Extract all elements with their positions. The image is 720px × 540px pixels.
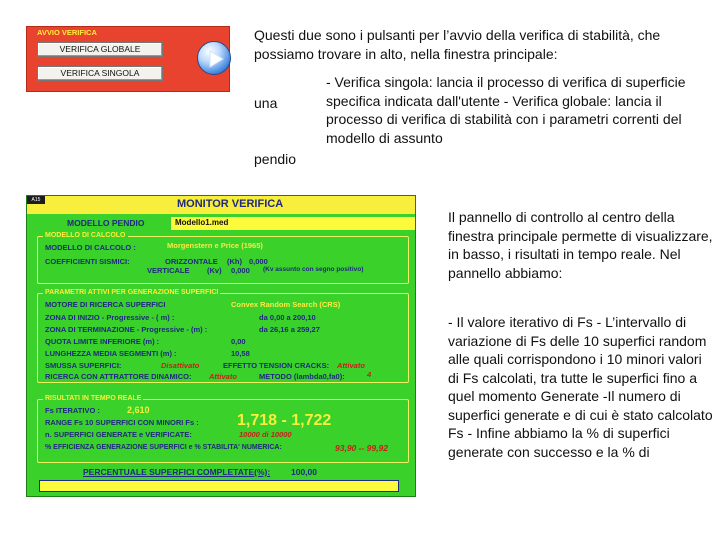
verticale-value: 0,000	[231, 266, 250, 275]
fs-iterativo-value: 2,610	[127, 405, 150, 415]
tension-cracks-value: Attivato	[337, 361, 365, 370]
verifica-globale-button[interactable]: VERIFICA GLOBALE	[37, 42, 163, 57]
modello-pendio-label: MODELLO PENDIO	[67, 218, 145, 228]
metodo-label: METODO (lambda0,fa0):	[259, 372, 345, 381]
verifica-singola-button[interactable]: VERIFICA SINGOLA	[37, 66, 163, 81]
monitor-feature-list: - Il valore iterativo di Fs - L’intervallo di variazione di Fs delle 10 superfici random alle quali corrispondono i 10 minori valori di Fs calcolati, tra tutte le superfici fino a quel momento Generate -Il numero di superfici generate e di cui è stato calcolato Fs - Infine abbiamo la % di superfici generate con successo e la % di	[448, 314, 713, 460]
parametri-section-title: PARAMETRI ATTIVI PER GENERAZIONE SUPERFICI	[45, 289, 219, 296]
percentuale-completate-value: 100,00	[291, 467, 317, 477]
modello-pendio-value: Modello1.med	[175, 218, 229, 227]
play-button[interactable]	[197, 41, 231, 75]
modello-pendio-field[interactable]	[171, 217, 415, 230]
smussa-value: Disattivato	[161, 361, 200, 370]
quota-label: QUOTA LIMITE INFERIORE (m) :	[45, 337, 160, 346]
zona-terminazione-label: ZONA DI TERMINAZIONE - Progressive - (m) :	[45, 325, 208, 334]
progress-fill	[40, 481, 398, 491]
calcolo-section-title: MODELLO DI CALCOLO	[45, 232, 126, 239]
calcolo-value: Morgenstern e Price (1965)	[167, 241, 263, 250]
verifica-description: - Verifica singola: lancia il processo di verifica di superficie specifica indicata dall'utente - Verifica globale: lancia il processo di verifica di stabilità con i parametri correnti del modello di assunto	[326, 74, 686, 146]
motore-value: Convex Random Search (CRS)	[231, 300, 341, 309]
kv-note: (Kv assunto con segno positivo)	[263, 266, 364, 273]
risultati-section-title: RISULTATI IN TEMPO REALE	[45, 395, 142, 402]
lunghezza-value: 10,58	[231, 349, 250, 358]
metodo-value: 4	[367, 370, 372, 379]
word-pendio: pendio	[254, 151, 297, 167]
monitor-title-bar	[27, 196, 416, 214]
monitor-verifica-panel	[26, 195, 416, 497]
ricerca-attrattore-value: Attivato	[209, 372, 237, 381]
superfici-generate-label: n. SUPERFICI GENERATE e VERIFICATE:	[45, 430, 192, 439]
avvio-verifica-title: AVVIO VERIFICA	[37, 28, 97, 37]
quota-value: 0,00	[231, 337, 246, 346]
intro-paragraph: Questi due sono i pulsanti per l’avvio della verifica di stabilità, che possiamo trovare in alto, nella finestra principale:	[254, 27, 661, 62]
smussa-label: SMUSSA SUPERFICI:	[45, 361, 122, 370]
motore-label: MOTORE DI RICERCA SUPERFICI	[45, 300, 166, 309]
corner-tag: A15	[27, 196, 45, 204]
orizzontale-value: 0,000	[249, 257, 268, 266]
zona-inizio-value: da 0,00 a 200,10	[259, 313, 316, 322]
word-una: una	[254, 95, 278, 111]
verticale-unit: (Kv)	[207, 266, 222, 275]
sismici-label: COEFFICIENTI SISMICI:	[45, 257, 130, 266]
range-fs-value: 1,718 - 1,722	[237, 412, 332, 429]
superfici-generate-value: 10000 di 10000	[239, 430, 292, 439]
verticale-label: VERTICALE	[147, 266, 190, 275]
progress-bar	[39, 480, 399, 492]
percentuale-completate-label: PERCENTUALE SUPERFICI COMPLETATE(%):	[83, 467, 271, 477]
calcolo-label: MODELLO DI CALCOLO :	[45, 243, 136, 252]
orizzontale-unit: (Kh)	[227, 257, 242, 266]
zona-inizio-label: ZONA DI INIZIO - Progressive - ( m) :	[45, 313, 175, 322]
avvio-verifica-panel	[26, 26, 230, 92]
play-icon	[208, 50, 224, 68]
orizzontale-label: ORIZZONTALE	[165, 257, 218, 266]
efficienza-value: 93,90 -- 99,92	[335, 443, 388, 453]
ricerca-attrattore-label: RICERCA CON ATTRATTORE DINAMICO:	[45, 372, 192, 381]
tension-cracks-label: EFFETTO TENSION CRACKS:	[223, 361, 330, 370]
fs-iterativo-label: Fs ITERATIVO :	[45, 406, 100, 415]
monitor-description: Il pannello di controllo al centro della finestra principale permette di visualizzare, in basso, i risultati in tempo reale. Nel pannello abbiamo:	[448, 209, 713, 281]
monitor-title: MONITOR VERIFICA	[177, 198, 284, 210]
efficienza-label: % EFFICIENZA GENERAZIONE SUPERFICI e % STABILITA' NUMERICA:	[45, 444, 282, 451]
range-fs-label: RANGE Fs 10 SUPERFICI CON MINORI Fs :	[45, 418, 199, 427]
lunghezza-label: LUNGHEZZA MEDIA SEGMENTI (m) :	[45, 349, 177, 358]
zona-terminazione-value: da 26,16 a 259,27	[259, 325, 320, 334]
